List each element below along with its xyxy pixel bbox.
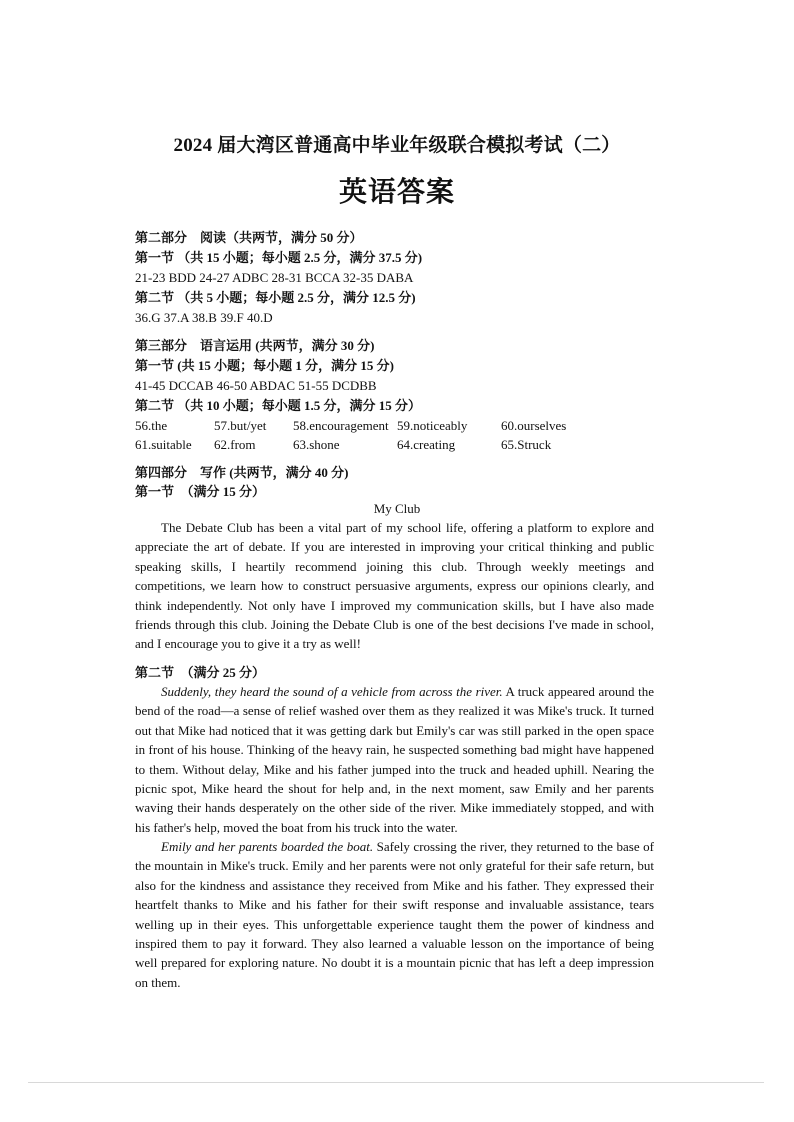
answer-cell: 60.ourselves [501, 418, 567, 433]
part3-section1-heading: 第一节 (共 15 小题；每小题 1 分，满分 15 分) [135, 358, 394, 373]
exam-subtitle: 英语答案 [338, 177, 455, 208]
part4-heading: 第四部分 写作 (共两节，满分 40 分) [135, 465, 349, 480]
answer-cell: 65.Struck [501, 437, 552, 452]
answer-cell: 57.but/yet [214, 418, 267, 433]
part2-section2-answers: 36.G 37.A 38.B 39.F 40.D [135, 310, 273, 325]
answer-cell: 56.the [135, 418, 168, 433]
part2-section1-heading: 第一节 （共 15 小题；每小题 2.5 分，满分 37.5 分) [135, 250, 423, 265]
answer-cell: 58.encouragement [293, 418, 389, 433]
footer-divider [28, 1082, 764, 1083]
answer-cell: 63.shone [293, 437, 340, 452]
part3-heading: 第三部分 语言运用 (共两节，满分 30 分) [135, 338, 375, 353]
part4-section1-heading: 第一节 （满分 15 分） [135, 484, 266, 499]
essay-title: My Club [373, 501, 421, 516]
part3-section2-heading: 第二节 （共 10 小题；每小题 1.5 分，满分 15 分） [135, 398, 422, 413]
part2-section1-answers: 21-23 BDD 24-27 ADBC 28-31 BCCA 32-35 DABA [135, 270, 414, 285]
answer-cell: 59.noticeably [397, 418, 468, 433]
paragraph-body: A truck appeared around the bend of the road—a sense of relief washed over them as they realized it was Mike's truck. It turned out that Mike had noticed that it was getting dark but Emily's car was still parked in the open space in front of his house. Thinking of the heavy rain, he suspected something bad might have happened to them. Without delay, Mike and his father jumped into the truck and headed uphill. Nearing the picnic spot, Mike heard the shout for help and, in the next moment, saw Emily and her parents waving their hands desperately on the other side of the river. Mike immediately stopped, and with his father's help, moved the boat from his truck into the water. [135, 684, 654, 835]
part2-section2-heading: 第二节 （共 5 小题；每小题 2.5 分，满分 12.5 分) [135, 290, 416, 305]
exam-title: 2024 届大湾区普通高中毕业年级联合模拟考试（二） [173, 135, 621, 156]
paragraph-lead-sentence: Emily and her parents boarded the boat. [161, 839, 374, 854]
paragraph-lead-sentence: Suddenly, they heard the sound of a vehicle from across the river. [161, 684, 503, 699]
part4-section2-heading: 第二节 （满分 25 分） [135, 665, 266, 680]
answer-cell: 64.creating [397, 437, 456, 452]
part2-heading: 第二部分 阅读（共两节，满分 50 分） [135, 230, 363, 245]
paragraph-body: Safely crossing the river, they returned to the base of the mountain in Mike's truck. Emily and her parents were not only grateful for their safe return, but also for the kindness and assistance they received from Mike and his father. They expressed their heartfelt thanks to Mike and his father for their swift response and invaluable assistance, tears welling up in their eyes. This unforgettable experience taught them the power of kindness and inspired them to pay it forward. They also learned a valuable lesson on the importance of being well prepared for exploring nature. No doubt it is a mountain picnic that has left a deep impression on them. [135, 839, 654, 990]
continuation-paragraph-1 [135, 682, 654, 837]
part3-section1-answers: 41-45 DCCAB 46-50 ABDAC 51-55 DCDBB [135, 378, 377, 393]
continuation-paragraph-2 [135, 837, 654, 992]
answer-cell: 61.suitable [135, 437, 192, 452]
essay-paragraph: The Debate Club has been a vital part of my school life, offering a platform to explore and appreciate the art of debate. If you are interested in improving your critical thinking and public speaking skills, I heartily recommend joining this club. Through weekly meetings and competitions, we learn how to construct persuasive arguments, express our opinions clearly, and think independently. Not only have I improved my communication skills, but I have also made friends through this club. Joining the Debate Club is one of the best decisions I've made in school, and I encourage you to give it a try as well! [135, 520, 654, 652]
answer-cell: 62.from [214, 437, 256, 452]
